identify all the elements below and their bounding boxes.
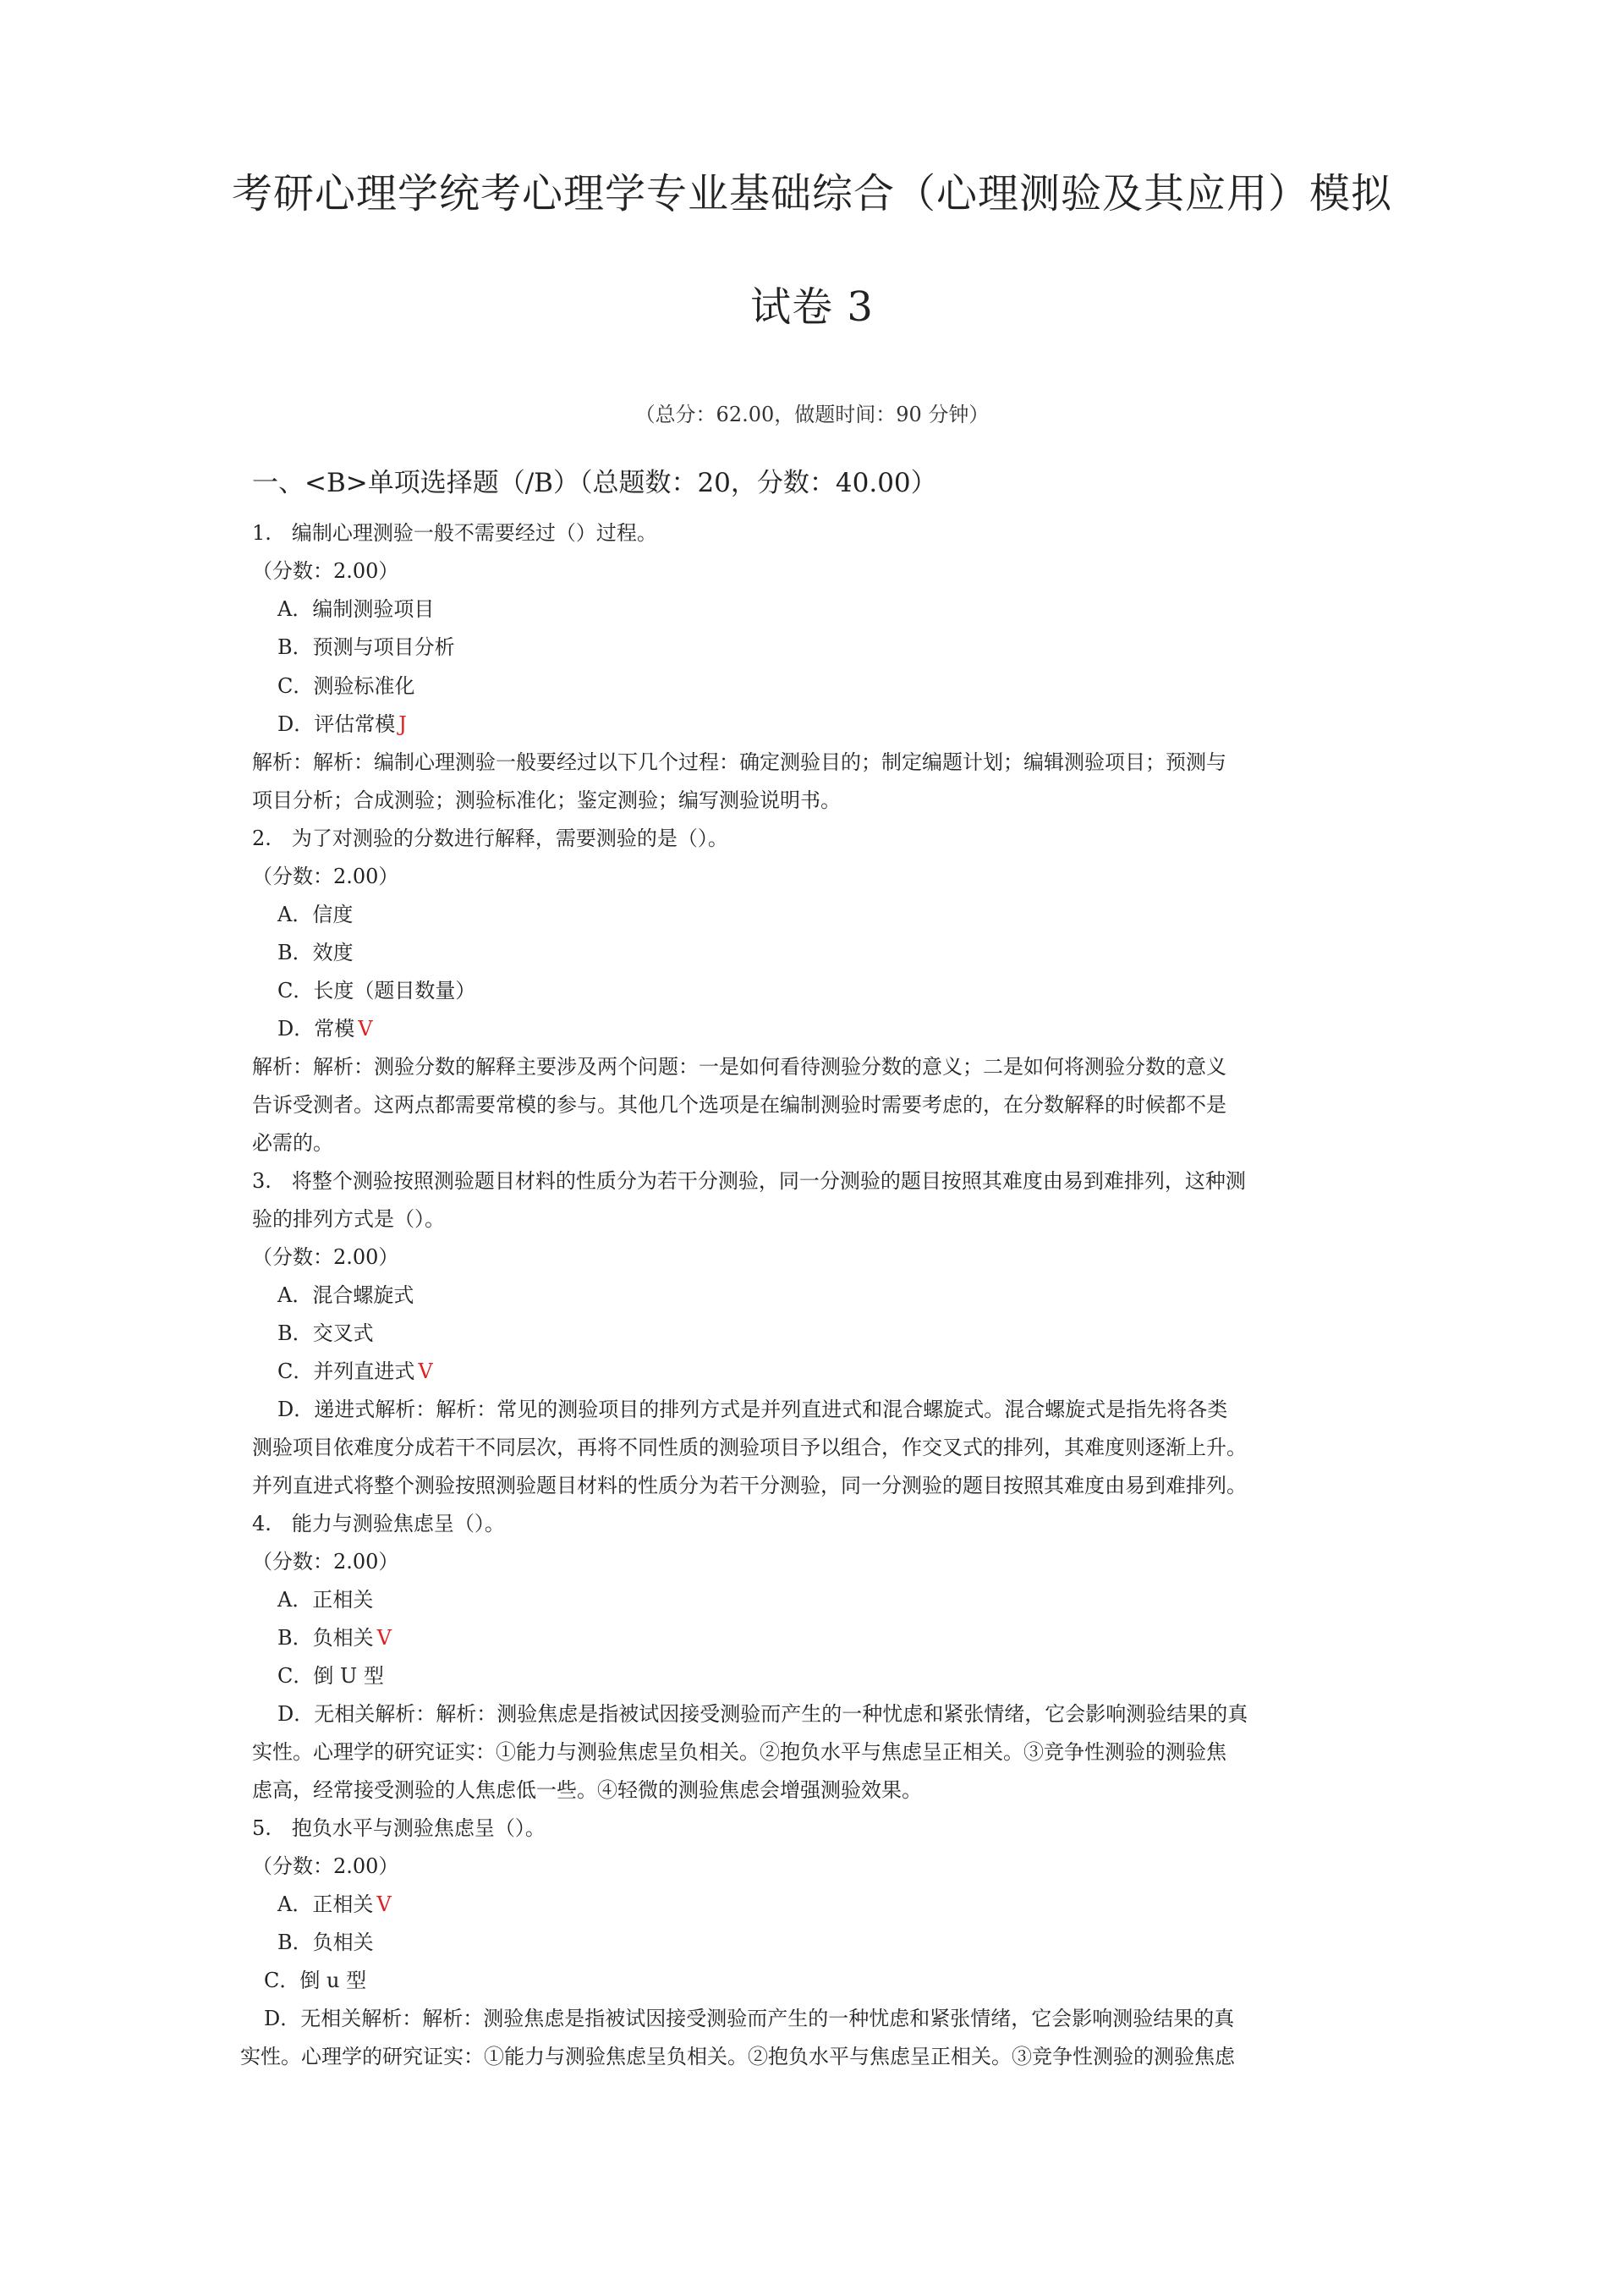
question-2-option-d-text: D．常模	[277, 1017, 355, 1041]
question-1-option-c: C．测验标准化	[277, 674, 415, 698]
question-4-option-a: A．正相关	[277, 1588, 374, 1612]
question-4-score: （分数：2.00）	[252, 1550, 399, 1574]
question-4-option-d-explanation: D．无相关解析：解析：测验焦虑是指被试因接受测验而产生的一种忧虑和紧张情绪，它会影响测验结果的真	[277, 1702, 1248, 1726]
question-1-explanation-line1: 解析：解析：编制心理测验一般要经过以下几个过程：确定测验目的；制定编题计划；编辑测验项目；预测与	[252, 750, 1226, 774]
question-3-score: （分数：2.00）	[252, 1245, 399, 1269]
document-title-line2: 试卷 3	[750, 283, 874, 331]
question-5-option-c: C．倒 u 型	[264, 1969, 367, 1992]
question-2-option-d	[277, 1016, 373, 1041]
correct-answer-mark: V	[358, 1017, 373, 1041]
question-1-score: （分数：2.00）	[252, 559, 399, 583]
question-4-option-b	[277, 1625, 392, 1651]
question-1-option-b: B．预测与项目分析	[277, 635, 455, 659]
correct-answer-mark: V	[418, 1359, 433, 1383]
question-3-option-c	[277, 1359, 433, 1384]
question-3-stem-line2: 验的排列方式是（）。	[252, 1207, 445, 1231]
question-4-stem: 4. 能力与测验焦虑呈（）。	[252, 1512, 505, 1535]
question-4-explanation-line2: 实性。心理学的研究证实：①能力与测验焦虑呈负相关。②抱负水平与焦虑呈正相关。③竞争性测验的测验焦	[252, 1740, 1226, 1764]
question-2-option-c: C．长度（题目数量）	[277, 979, 476, 1002]
question-3-option-d-explanation: D．递进式解析：解析：常见的测验项目的排列方式是并列直进式和混合螺旋式。混合螺旋式是指先将各类	[277, 1398, 1228, 1421]
question-2-score: （分数：2.00）	[252, 865, 399, 888]
question-3-explanation-line2: 测验项目依难度分成若干不同层次，再将不同性质的测验项目予以组合，作交叉式的排列，其难度则逐渐上升。	[252, 1436, 1247, 1459]
question-2-option-b: B．效度	[277, 941, 354, 964]
question-5-option-a-text: A．正相关	[277, 1892, 374, 1916]
question-3-option-b: B．交叉式	[277, 1321, 374, 1345]
question-4-explanation-line3: 虑高，经常接受测验的人焦虑低一些。④轻微的测验焦虑会增强测验效果。	[252, 1778, 922, 1802]
question-2-explanation-line1: 解析：解析：测验分数的解释主要涉及两个问题：一是如何看待测验分数的意义；二是如何将测验分数的意义	[252, 1055, 1226, 1079]
question-4-option-c: C．倒 U 型	[277, 1664, 384, 1688]
document-title-line1: 考研心理学统考心理学专业基础综合（心理测验及其应用）模拟	[231, 170, 1392, 217]
correct-answer-mark: V	[376, 1892, 392, 1916]
question-4-option-b-text: B．负相关	[277, 1626, 374, 1650]
question-1-option-d	[277, 711, 407, 737]
question-3-explanation-line3: 并列直进式将整个测验按照测验题目材料的性质分为若干分测验，同一分测验的题目按照其难度由易到难排列。	[252, 1474, 1247, 1497]
question-1-explanation-line2: 项目分析；合成测验；测验标准化；鉴定测验；编写测验说明书。	[252, 788, 841, 812]
question-2-stem: 2. 为了对测验的分数进行解释，需要测验的是（）。	[252, 827, 728, 850]
question-5-option-d-explanation: D．无相关解析：解析：测验焦虑是指被试因接受测验而产生的一种忧虑和紧张情绪，它会影响测验结果的真	[264, 2007, 1235, 2030]
document-summary: （总分：62.00，做题时间：90 分钟）	[634, 403, 990, 426]
question-5-stem: 5. 抱负水平与测验焦虑呈（）。	[252, 1816, 546, 1840]
correct-answer-mark: J	[398, 712, 407, 736]
section-heading: 一、<B>单项选择题（/B）（总题数：20，分数：40.00）	[252, 468, 937, 498]
question-3-stem-line1: 3. 将整个测验按照测验题目材料的性质分为若干分测验，同一分测验的题目按照其难度由易到难排列，这种测	[252, 1169, 1246, 1193]
question-3-option-a: A．混合螺旋式	[277, 1283, 414, 1307]
question-2-explanation-line2: 告诉受测者。这两点都需要常模的参与。其他几个选项是在编制测验时需要考虑的，在分数解释的时候都不是	[252, 1093, 1226, 1117]
question-5-score: （分数：2.00）	[252, 1854, 399, 1878]
question-3-option-c-text: C．并列直进式	[277, 1359, 415, 1383]
question-2-explanation-line3: 必需的。	[252, 1131, 333, 1155]
question-5-explanation-line2: 实性。心理学的研究证实：①能力与测验焦虑呈负相关。②抱负水平与焦虑呈正相关。③竞争性测验的测验焦虑	[240, 2045, 1235, 2068]
question-5-option-a	[277, 1892, 392, 1917]
question-1-option-d-text: D．评估常模	[277, 712, 396, 736]
question-1-stem: 1. 编制心理测验一般不需要经过（）过程。	[252, 521, 657, 545]
question-2-option-a: A．信度	[277, 903, 354, 926]
question-1-option-a: A．编制测验项目	[277, 597, 435, 621]
question-5-option-b: B．负相关	[277, 1931, 374, 1954]
correct-answer-mark: V	[376, 1626, 392, 1650]
